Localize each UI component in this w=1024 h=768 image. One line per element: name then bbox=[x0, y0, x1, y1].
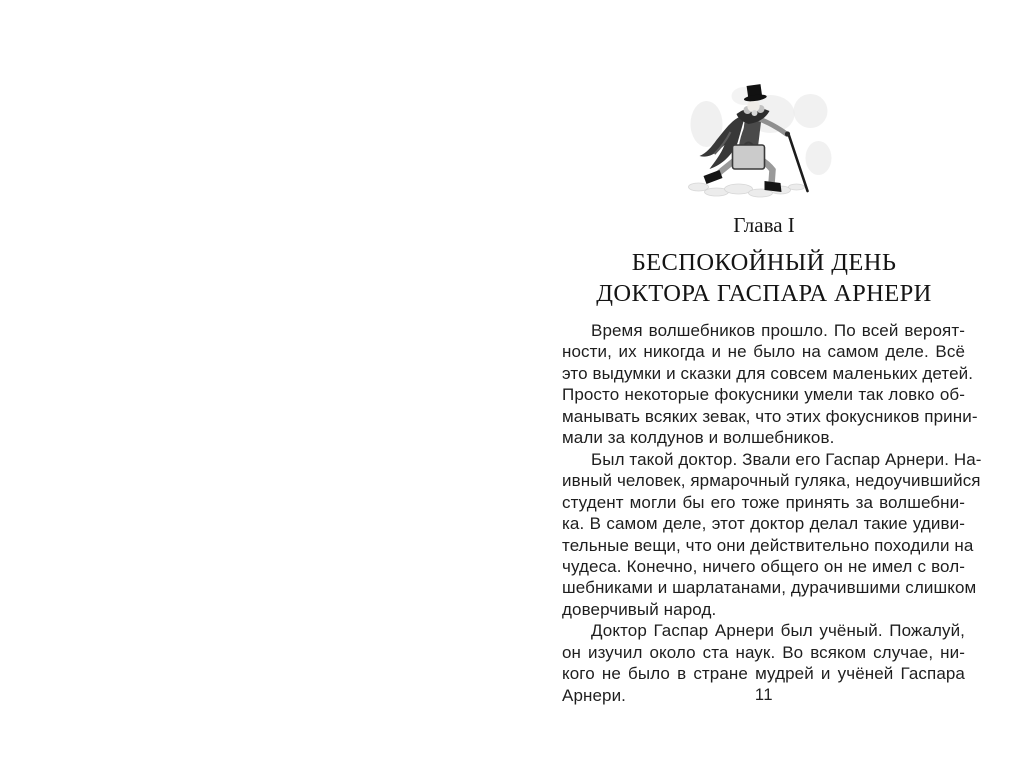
body-text-line: Просто некоторые фокусники умели так ловко об- bbox=[562, 385, 965, 405]
chapter-label: Глава I bbox=[733, 213, 795, 237]
body-text-line: кого не было в стране мудрей и учёней Гаспара bbox=[562, 664, 965, 684]
cloud-smudge bbox=[806, 141, 832, 175]
body-text-line: студент могли бы его тоже принять за волшебни- bbox=[562, 492, 965, 512]
body-text-line: тельные вещи, что они действительно походили на bbox=[562, 535, 974, 555]
suitcase bbox=[733, 145, 765, 169]
body-text-line: мали за колдунов и волшебников. bbox=[562, 428, 835, 448]
body-text-line: он изучил около ста наук. Во всяком случае, ни- bbox=[562, 642, 965, 662]
body-text-line: это выдумки и сказки для совсем маленьких детей. bbox=[562, 363, 974, 383]
beard bbox=[752, 110, 758, 116]
body-text-line: чудеса. Конечно, ничего общего он не имел с вол- bbox=[562, 556, 965, 576]
body-text-line: ивный человек, ярмарочный гуляка, недоучившийся bbox=[562, 471, 981, 491]
body-text-line: доверчивый народ. bbox=[562, 599, 717, 619]
body-text-line: Доктор Гаспар Арнери был учёный. Пожалуй, bbox=[591, 621, 965, 641]
cloud-smudge bbox=[794, 94, 828, 128]
chapter-title-line-1: БЕСПОКОЙНЫЙ ДЕНЬ bbox=[631, 249, 897, 276]
chapter-title-line-2: ДОКТОРА ГАСПАРА АРНЕРИ bbox=[596, 280, 932, 307]
cane bbox=[789, 134, 808, 191]
ground-puffs bbox=[689, 183, 805, 197]
body-text-line: ности, их никогда и не было на самом деле. Всё bbox=[562, 342, 965, 362]
hand bbox=[785, 131, 790, 136]
right-page bbox=[562, 0, 982, 768]
body-text-line: Время волшебников прошло. По всей вероят- bbox=[591, 321, 965, 340]
body-text-line: Был такой доктор. Звали его Гаспар Арнери. На- bbox=[591, 449, 982, 469]
body-text-line: шебниками и шарлатанами, дурачившими слишком bbox=[562, 578, 977, 598]
body-text bbox=[562, 320, 982, 706]
doctor-gaspar-walking-illustration bbox=[685, 84, 835, 206]
body-text-line: Арнери. bbox=[562, 685, 627, 705]
page-number: 11 bbox=[754, 686, 774, 704]
chapter-title bbox=[550, 247, 978, 309]
body-text-line: ка. В самом деле, этот доктор делал такие удиви- bbox=[562, 514, 965, 534]
body-text-line: манывать всяких зевак, что этих фокусников прини- bbox=[562, 406, 978, 426]
back-shoe bbox=[704, 170, 723, 184]
